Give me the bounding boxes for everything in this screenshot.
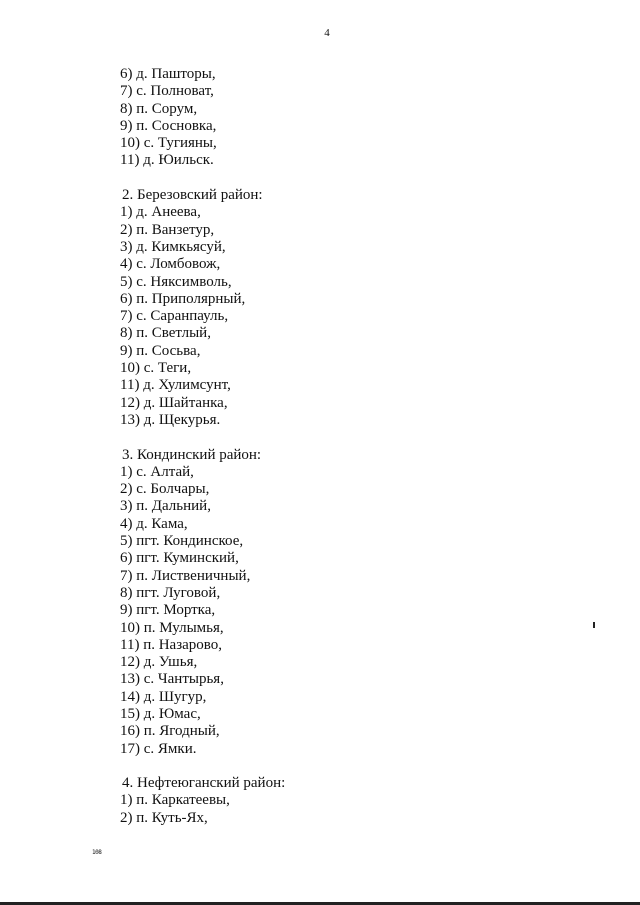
list-item: 2) п. Ванзетур, [120,221,215,238]
list-item: 11) д. Юильск. [120,152,214,169]
section-gap [120,758,285,775]
page-number: 4 [324,27,330,39]
list-item: 6) п. Приполярный, [120,290,246,307]
list-item: 8) п. Сорум, [120,100,198,117]
list-item: 10) с. Теги, [120,360,192,377]
scan-speck [593,622,595,628]
list-item: 12) д. Ушья, [120,654,198,671]
list-item: 1) д. Анеева, [120,204,201,221]
list-item: 10) с. Тугияны, [120,135,217,152]
list-item: 2) с. Болчары, [120,481,210,498]
list-item: 7) с. Саранпауль, [120,308,229,325]
list-item: 1) с. Алтай, [120,463,194,480]
list-item: 7) п. Лиственичный, [120,567,251,584]
list-item: 8) пгт. Луговой, [120,584,221,601]
section-gap [120,170,285,187]
section-heading: 3. Кондинский район: [122,446,262,463]
list-item: 11) д. Хулимсунт, [120,377,231,394]
list-item: 15) д. Юмас, [120,705,201,722]
section-heading: 2. Березовский район: [122,187,263,204]
document-body [120,66,285,827]
list-item: 7) с. Полноват, [120,83,214,100]
list-item: 3) д. Кимкьясуй, [120,238,226,255]
list-item: 9) п. Сосновка, [120,117,217,134]
list-item: 2) п. Куть-Ях, [120,809,208,826]
list-item: 17) с. Ямки. [120,740,197,757]
list-item: 5) пгт. Кондинское, [120,533,244,550]
list-item: 6) пгт. Куминский, [120,550,239,567]
list-item: 6) д. Пашторы, [120,66,216,82]
footer-mark: 108 [92,849,102,856]
section-heading: 4. Нефтеюганский район: [122,775,286,792]
list-item: 9) пгт. Мортка, [120,602,216,619]
list-item: 13) д. Щекурья. [120,411,221,428]
list-item: 9) п. Сосьва, [120,342,201,359]
list-item: 4) д. Кама, [120,515,188,532]
section-gap [120,429,285,446]
list-item: 13) с. Чантырья, [120,671,224,688]
list-item: 16) п. Ягодный, [120,723,220,740]
list-item: 10) п. Мулымья, [120,619,224,636]
list-item: 3) п. Дальний, [120,498,211,515]
list-item: 5) с. Няксимволь, [120,273,232,290]
list-item: 4) с. Ломбовож, [120,256,221,273]
list-item: 1) п. Каркатеевы, [120,792,230,809]
list-item: 12) д. Шайтанка, [120,394,228,411]
list-item: 14) д. Шугур, [120,688,207,705]
list-item: 8) п. Светлый, [120,325,211,342]
list-item: 11) п. Назарово, [120,636,223,653]
